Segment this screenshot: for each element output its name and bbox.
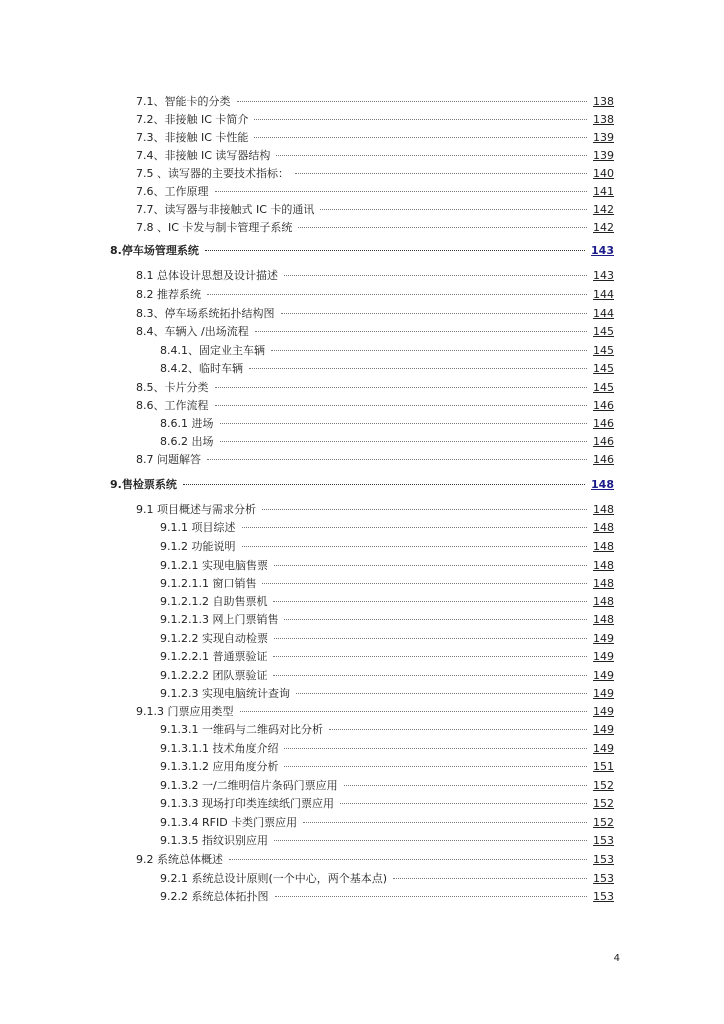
- toc-entry[interactable]: [136, 130, 614, 146]
- dot-leader: [271, 350, 587, 351]
- toc-entry-page[interactable]: 145: [593, 344, 614, 357]
- dot-leader: [281, 313, 588, 314]
- toc-entry-label: 9.1.2.2 实现自动检票: [160, 632, 268, 645]
- toc-entry-page[interactable]: 146: [593, 435, 614, 448]
- toc-entry-label: 8.4、车辆入 /出场流程: [136, 325, 249, 338]
- toc-entry-label: 8.6、工作流程: [136, 399, 209, 412]
- dot-leader: [262, 509, 587, 510]
- toc-entry-page[interactable]: 146: [593, 417, 614, 430]
- toc-entry[interactable]: [136, 852, 614, 868]
- toc-entry-page[interactable]: 142: [593, 221, 614, 234]
- toc-entry[interactable]: [136, 202, 614, 218]
- toc-entry-page[interactable]: 149: [593, 687, 614, 700]
- toc-entry[interactable]: [160, 594, 614, 610]
- toc-entry-label: 7.8 、IC 卡发与制卡管理子系统: [136, 221, 293, 234]
- toc-entry-page[interactable]: 138: [593, 113, 614, 126]
- toc-entry-page[interactable]: 146: [593, 399, 614, 412]
- toc-entry[interactable]: [160, 343, 614, 359]
- toc-entry-page[interactable]: 146: [593, 453, 614, 466]
- dot-leader: [284, 766, 587, 767]
- toc-entry-page[interactable]: 143: [591, 244, 614, 257]
- dot-leader: [344, 785, 587, 786]
- toc-entry[interactable]: [160, 576, 614, 592]
- dot-leader: [276, 155, 587, 156]
- toc-entry-page[interactable]: 153: [593, 853, 614, 866]
- dot-leader: [249, 368, 587, 369]
- toc-entry[interactable]: [136, 268, 614, 284]
- dot-leader: [340, 803, 587, 804]
- toc-entry-page[interactable]: 151: [593, 760, 614, 773]
- toc-entry[interactable]: [136, 398, 614, 414]
- dot-leader: [220, 423, 588, 424]
- toc-entry-page[interactable]: 149: [593, 669, 614, 682]
- dot-leader: [262, 583, 587, 584]
- toc-entry-page[interactable]: 148: [593, 613, 614, 626]
- toc-entry-label: 8.6.2 出场: [160, 435, 214, 448]
- toc-entry-page[interactable]: 148: [593, 559, 614, 572]
- toc-entry[interactable]: [136, 94, 614, 110]
- toc-entry-page[interactable]: 149: [593, 632, 614, 645]
- dot-leader: [242, 546, 588, 547]
- toc-entry[interactable]: [136, 502, 614, 518]
- toc-entry-label: 9.2.1 系统总设计原则(一个中心，两个基本点): [160, 872, 388, 885]
- toc-entry-label: 9.售检票系统: [110, 478, 177, 491]
- dot-leader: [284, 748, 587, 749]
- toc-entry[interactable]: [160, 416, 614, 432]
- dot-leader: [229, 859, 587, 860]
- dot-leader: [273, 656, 587, 657]
- toc-entry-label: 9.1.2.1.1 窗口销售: [160, 577, 257, 590]
- dot-leader: [183, 484, 585, 485]
- toc-entry[interactable]: [160, 361, 614, 377]
- dot-leader: [215, 387, 588, 388]
- dot-leader: [274, 638, 587, 639]
- toc-entry[interactable]: [160, 686, 614, 702]
- toc-entry-label: 8.7 问题解答: [136, 453, 201, 466]
- toc-entry[interactable]: [160, 778, 614, 794]
- dot-leader: [205, 250, 585, 251]
- toc-entry-label: 8.3、停车场系统拓扑结构图: [136, 307, 275, 320]
- dot-leader: [215, 191, 588, 192]
- toc-entry[interactable]: [136, 166, 614, 182]
- dot-leader: [275, 896, 588, 897]
- toc-entry-page[interactable]: 153: [593, 834, 614, 847]
- toc-entry-page[interactable]: 145: [593, 325, 614, 338]
- toc-entry[interactable]: [136, 287, 614, 303]
- dot-leader: [242, 527, 588, 528]
- toc-entry-label: 7.3、非接触 IC 卡性能: [136, 131, 249, 144]
- dot-leader: [303, 822, 587, 823]
- toc-entry[interactable]: [160, 796, 614, 812]
- dot-leader: [274, 840, 587, 841]
- toc-entry-label: 9.1.3.2 一/二维明信片条码门票应用: [160, 779, 338, 792]
- toc-entry-page[interactable]: 148: [593, 595, 614, 608]
- toc-entry-label: 9.1.3.1.1 技术角度介绍: [160, 742, 279, 755]
- toc-entry-page[interactable]: 145: [593, 362, 614, 375]
- toc-entry[interactable]: [160, 815, 614, 831]
- toc-entry[interactable]: [136, 112, 614, 128]
- toc-entry[interactable]: [136, 704, 614, 720]
- toc-entry[interactable]: [160, 833, 614, 849]
- toc-entry-page[interactable]: 141: [593, 185, 614, 198]
- toc-entry[interactable]: [160, 871, 614, 887]
- toc-entry-label: 8.6.1 进场: [160, 417, 214, 430]
- dot-leader: [207, 459, 587, 460]
- toc-entry[interactable]: [160, 741, 614, 757]
- toc-entry-label: 9.1.3 门票应用类型: [136, 705, 234, 718]
- toc-entry[interactable]: [160, 612, 614, 628]
- dot-leader: [220, 441, 588, 442]
- toc-entry-page[interactable]: 149: [593, 705, 614, 718]
- toc-entry[interactable]: [136, 148, 614, 164]
- toc-entry-page[interactable]: 149: [593, 723, 614, 736]
- toc-entry-label: 7.1、智能卡的分类: [136, 95, 231, 108]
- toc-entry[interactable]: [160, 668, 614, 684]
- dot-leader: [207, 294, 587, 295]
- toc-entry-page[interactable]: 153: [593, 872, 614, 885]
- toc-entry[interactable]: [136, 306, 614, 322]
- toc-entry-label: 9.1 项目概述与需求分析: [136, 503, 256, 516]
- toc-entry[interactable]: [160, 649, 614, 665]
- toc-entry-page[interactable]: 149: [593, 650, 614, 663]
- toc-entry-page[interactable]: 152: [593, 779, 614, 792]
- toc-entry-label: 9.1.1 项目综述: [160, 521, 236, 534]
- toc-entry[interactable]: [160, 631, 614, 647]
- toc-entry-label: 8.4.1、固定业主车辆: [160, 344, 265, 357]
- dot-leader: [295, 173, 587, 174]
- toc-entry-page[interactable]: 144: [593, 307, 614, 320]
- toc-entry-page[interactable]: 148: [593, 540, 614, 553]
- toc-entry-label: 7.5 、读写器的主要技术指标：: [136, 167, 289, 180]
- dot-leader: [255, 331, 587, 332]
- toc-entry-page[interactable]: 139: [593, 131, 614, 144]
- toc-entry-page[interactable]: 139: [593, 149, 614, 162]
- toc-entry-page[interactable]: 138: [593, 95, 614, 108]
- dot-leader: [284, 619, 587, 620]
- toc-entry-page[interactable]: 152: [593, 797, 614, 810]
- toc-entry-label: 9.1.2.3 实现电脑统计查询: [160, 687, 290, 700]
- toc-entry[interactable]: [136, 184, 614, 200]
- toc-entry-label: 8.1 总体设计思想及设计描述: [136, 269, 278, 282]
- toc-entry[interactable]: [160, 434, 614, 450]
- toc-entry-label: 9.1.2.2.1 普通票验证: [160, 650, 268, 663]
- toc-entry[interactable]: [160, 558, 614, 574]
- dot-leader: [273, 601, 587, 602]
- toc-entry-label: 9.1.2 功能说明: [160, 540, 236, 553]
- toc-entry-page[interactable]: 153: [593, 890, 614, 903]
- toc-entry-label: 9.2.2 系统总体拓扑图: [160, 890, 269, 903]
- toc-entry-page[interactable]: 148: [593, 503, 614, 516]
- toc-entry-page[interactable]: 152: [593, 816, 614, 829]
- dot-leader: [240, 711, 588, 712]
- dot-leader: [284, 275, 587, 276]
- dot-leader: [298, 227, 587, 228]
- toc-entry-label: 9.1.2.1.3 网上门票销售: [160, 613, 279, 626]
- toc-entry-label: 8.停车场管理系统: [110, 244, 199, 257]
- toc-entry-label: 7.2、非接触 IC 卡简介: [136, 113, 249, 126]
- dot-leader: [320, 209, 587, 210]
- dot-leader: [215, 405, 588, 406]
- dot-leader: [237, 101, 588, 102]
- dot-leader: [254, 137, 587, 138]
- toc-entry-page[interactable]: 145: [593, 381, 614, 394]
- toc-entry-label: 9.1.2.1.2 自助售票机: [160, 595, 268, 608]
- toc-entry-page[interactable]: 140: [593, 167, 614, 180]
- toc-entry-page[interactable]: 148: [593, 577, 614, 590]
- toc-entry-label: 9.1.3.1 一维码与二维码对比分析: [160, 723, 323, 736]
- toc-entry-page[interactable]: 144: [593, 288, 614, 301]
- toc-entry-page[interactable]: 143: [593, 269, 614, 282]
- toc-entry-page[interactable]: 149: [593, 742, 614, 755]
- toc-entry-label: 7.6、工作原理: [136, 185, 209, 198]
- toc-entry[interactable]: [160, 889, 614, 905]
- toc-entry[interactable]: [136, 324, 614, 340]
- toc-entry-label: 9.1.3.4 RFID 卡类门票应用: [160, 816, 298, 829]
- dot-leader: [296, 693, 587, 694]
- toc-entry-label: 8.2 推荐系统: [136, 288, 201, 301]
- toc-entry-label: 7.4、非接触 IC 读写器结构: [136, 149, 271, 162]
- toc-entry-label: 9.2 系统总体概述: [136, 853, 223, 866]
- page-number: 4: [613, 953, 620, 964]
- dot-leader: [393, 878, 587, 879]
- toc-entry[interactable]: [160, 539, 614, 555]
- toc-entry[interactable]: [160, 520, 614, 536]
- toc-entry[interactable]: [160, 759, 614, 775]
- toc-entry-label: 8.4.2、临时车辆: [160, 362, 243, 375]
- dot-leader: [274, 565, 587, 566]
- dot-leader: [329, 729, 587, 730]
- dot-leader: [273, 675, 587, 676]
- toc-entry[interactable]: [136, 380, 614, 396]
- toc-entry-label: 9.1.2.1 实现电脑售票: [160, 559, 268, 572]
- toc-entry[interactable]: [136, 452, 614, 468]
- toc-entry[interactable]: [160, 722, 614, 738]
- toc-entry-label: 9.1.3.1.2 应用角度分析: [160, 760, 279, 773]
- toc-entry-label: 8.5、卡片分类: [136, 381, 209, 394]
- toc-entry-label: 9.1.3.5 指纹识别应用: [160, 834, 268, 847]
- toc-chapter-entry[interactable]: [110, 477, 614, 493]
- toc-entry[interactable]: [136, 220, 614, 236]
- toc-entry-label: 9.1.2.2.2 团队票验证: [160, 669, 268, 682]
- toc-chapter-entry[interactable]: [110, 243, 614, 259]
- toc-entry-label: 7.7、读写器与非接触式 IC 卡的通讯: [136, 203, 315, 216]
- toc-entry-page[interactable]: 148: [591, 478, 614, 491]
- toc-entry-page[interactable]: 148: [593, 521, 614, 534]
- toc-entry-page[interactable]: 142: [593, 203, 614, 216]
- dot-leader: [254, 119, 587, 120]
- toc-entry-label: 9.1.3.3 现场打印类连续纸门票应用: [160, 797, 334, 810]
